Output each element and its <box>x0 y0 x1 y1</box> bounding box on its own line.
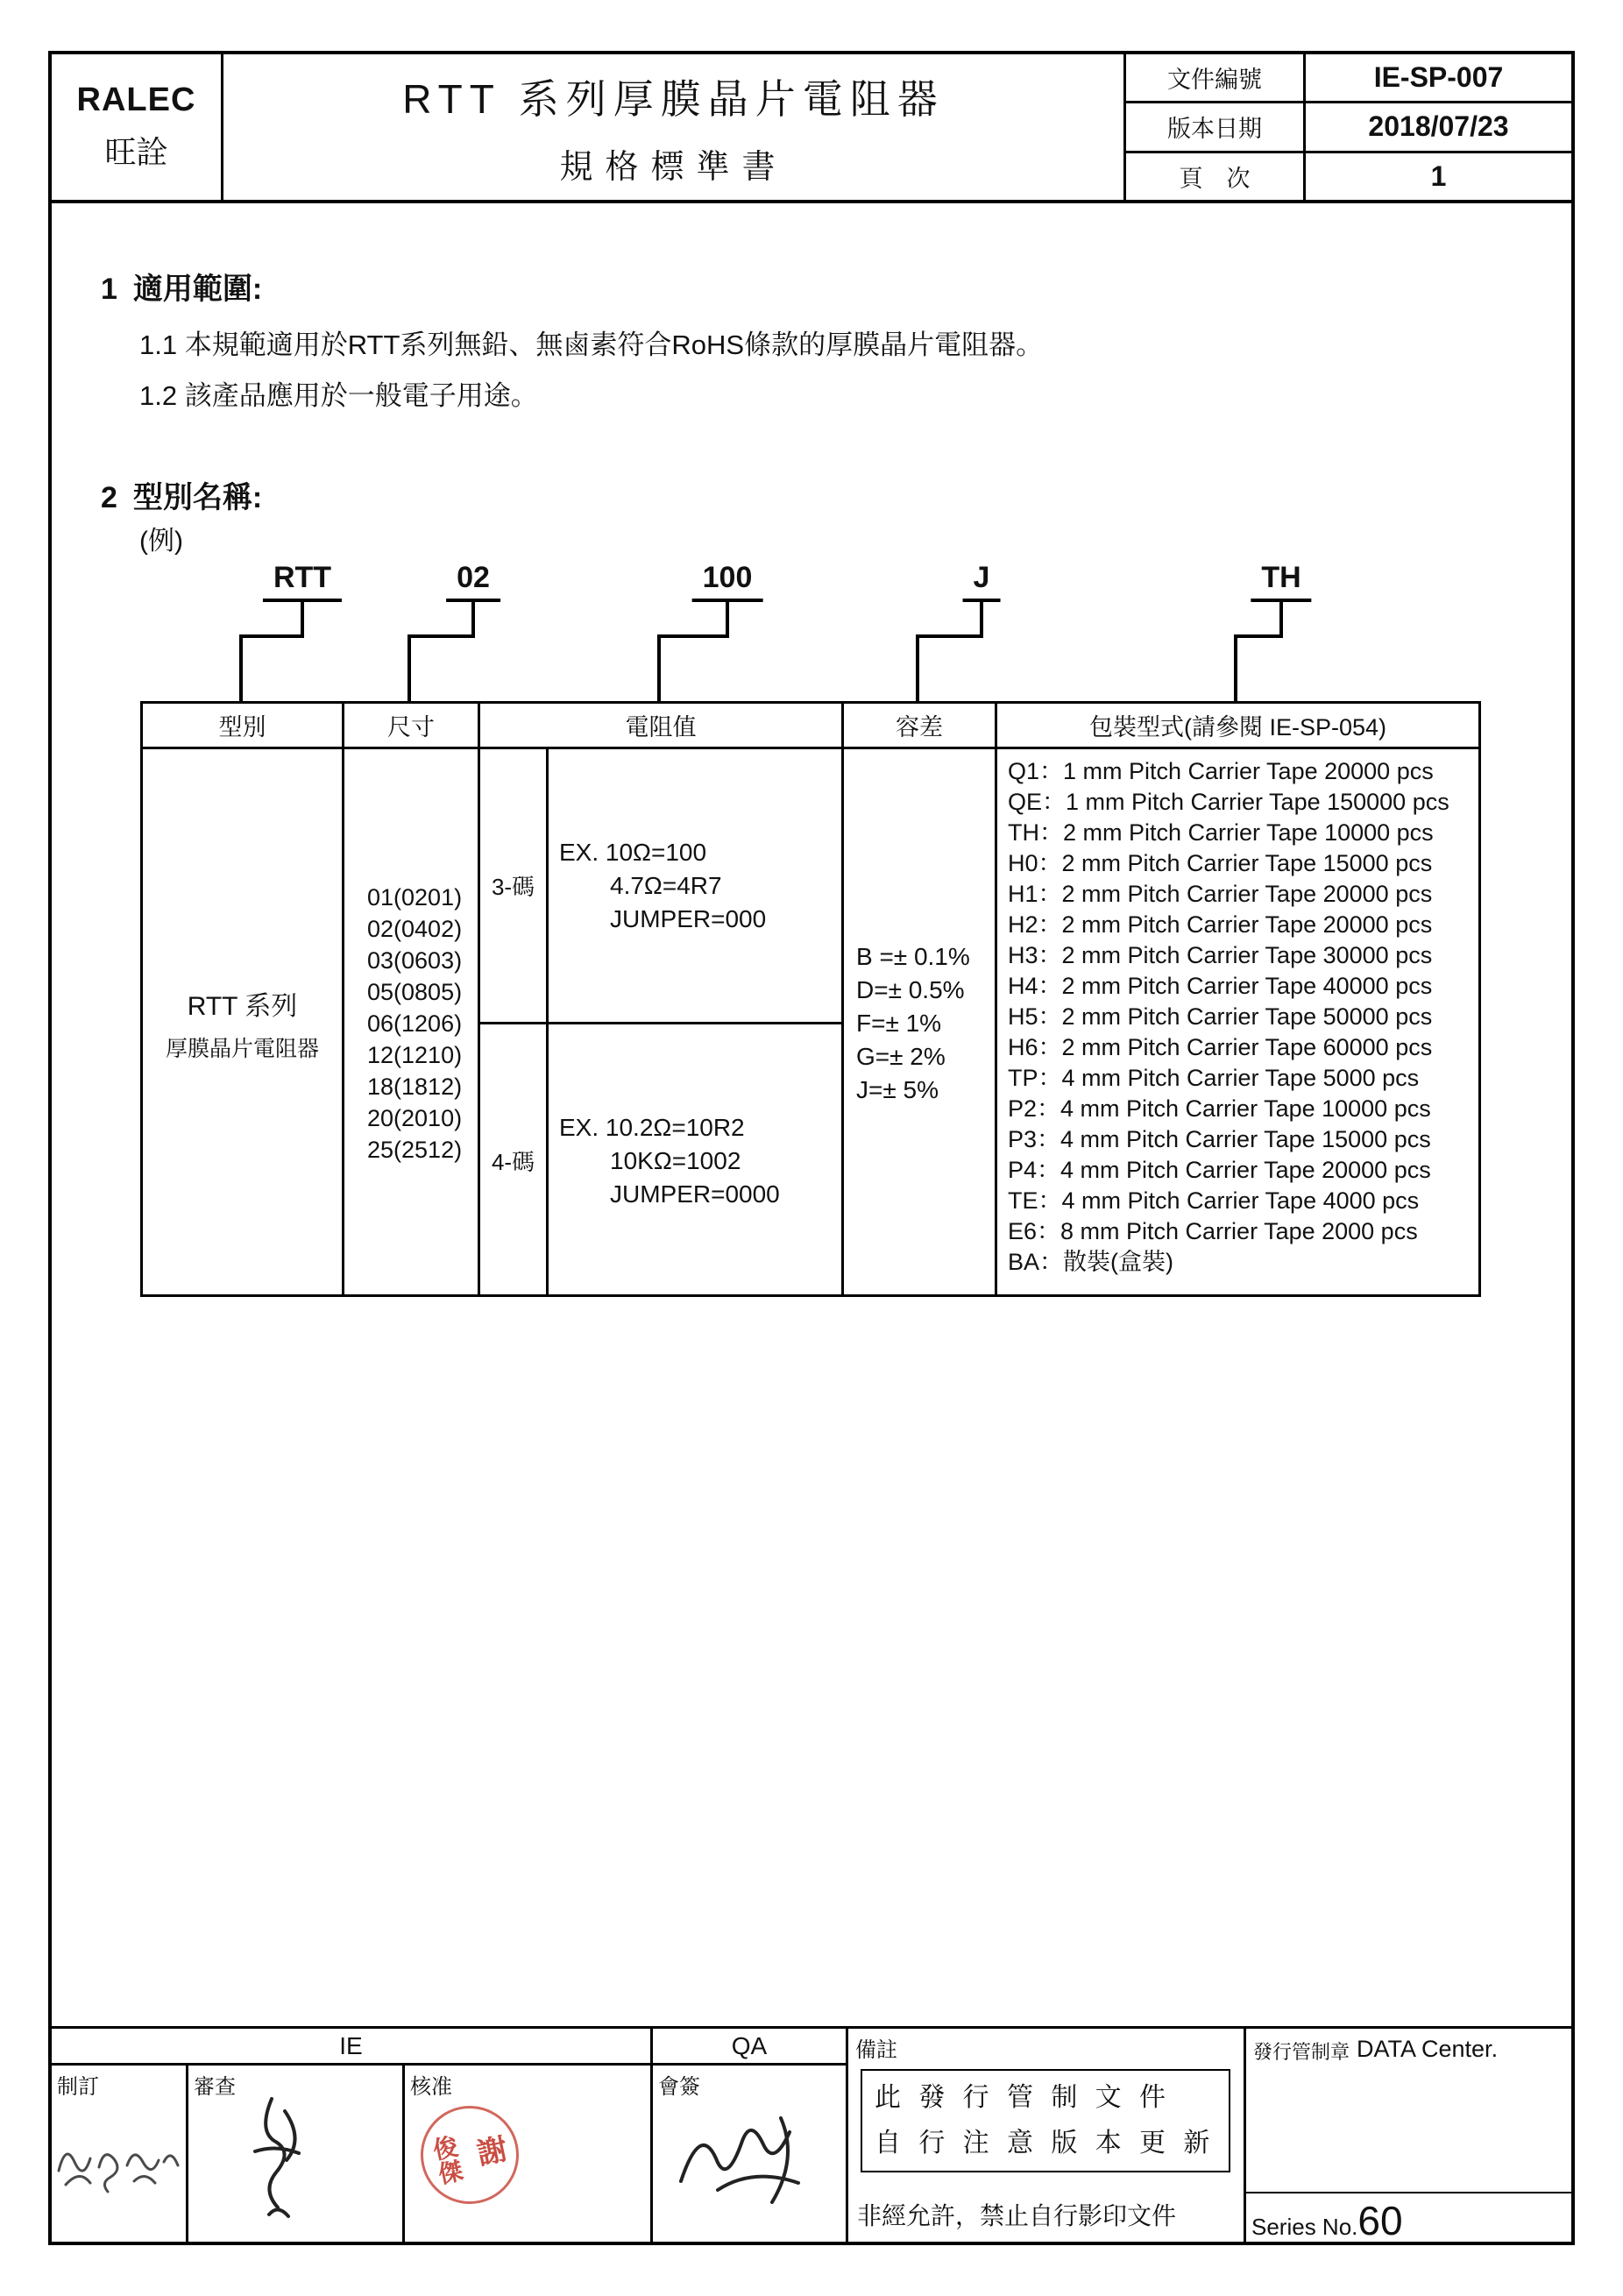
type-cell <box>143 749 344 1297</box>
model-example-resistance: 100 <box>692 561 763 602</box>
model-example-series: RTT <box>263 561 342 602</box>
model-naming-table <box>140 701 1481 1297</box>
type-series: RTT 系列 <box>187 991 298 1021</box>
control-notice-line2: 自 行 注 意 版 本 更 新 <box>875 2129 1215 2158</box>
section1-number: 1 <box>101 273 117 306</box>
model-example-tolerance: J <box>963 561 1001 602</box>
reviewed-by-cell <box>188 2066 405 2244</box>
resistance-example-line: 4.7Ω=4R7 <box>610 871 722 899</box>
packaging-option: BA：散裝(盒裝) <box>1008 1249 1173 1275</box>
page-number-value: 1 <box>1430 159 1447 192</box>
company-name-chinese: 旺詮 <box>104 134 168 170</box>
size-option: 25(2512) <box>367 1136 463 1163</box>
version-date-value: 2018/07/23 <box>1368 110 1509 143</box>
tolerance-option: F=± 1% <box>856 1009 942 1037</box>
approved-by-label: 核准 <box>410 2075 452 2099</box>
issue-control-stamp-label: 發行管制章 <box>1253 2041 1350 2063</box>
ie-department-cell: IE <box>52 2029 653 2066</box>
version-date-label: 版本日期 <box>1126 103 1306 150</box>
document-info-table <box>1126 54 1571 200</box>
drafted-by-signature <box>53 2116 185 2213</box>
version-date-row <box>1126 103 1571 152</box>
table-body-row <box>143 749 1478 1297</box>
type-description: 厚膜晶片電阻器 <box>165 1036 319 1061</box>
packaging-option: H3：2 mm Pitch Carrier Tape 30000 pcs <box>1008 942 1433 968</box>
size-option: 18(1812) <box>367 1073 463 1100</box>
company-block <box>52 54 223 200</box>
resistance-4digit-row <box>480 1024 841 1297</box>
packaging-option: H1：2 mm Pitch Carrier Tape 20000 pcs <box>1008 881 1433 907</box>
size-option: 02(0402) <box>367 915 463 942</box>
model-breakdown-connector-lines <box>52 599 1571 701</box>
packaging-option: H4：2 mm Pitch Carrier Tape 40000 pcs <box>1008 973 1433 999</box>
table-header-resistance: 電阻值 <box>480 704 844 747</box>
document-frame <box>48 51 1575 2245</box>
size-option: 20(2010) <box>367 1104 463 1131</box>
doc-number-row <box>1126 54 1571 103</box>
page-number-label: 頁 次 <box>1126 153 1306 200</box>
remarks-cell <box>848 2029 1246 2244</box>
section2-title: 型別名稱: <box>132 481 263 514</box>
size-option: 01(0201) <box>367 883 463 911</box>
issue-control-value: DATA Center. <box>1357 2036 1499 2062</box>
packaging-option: P2：4 mm Pitch Carrier Tape 10000 pcs <box>1008 1095 1431 1122</box>
resistance-4digit-code: 4-碼 <box>480 1024 549 1297</box>
approval-footer <box>52 2026 1571 2242</box>
control-notice-box <box>861 2069 1230 2172</box>
packaging-option: E6：8 mm Pitch Carrier Tape 2000 pcs <box>1008 1218 1418 1244</box>
countersigned-label: 會簽 <box>658 2075 700 2099</box>
packaging-option: H5：2 mm Pitch Carrier Tape 50000 pcs <box>1008 1003 1433 1030</box>
size-option: 05(0805) <box>367 978 463 1005</box>
packaging-cell <box>997 749 1478 1297</box>
drafted-by-cell <box>52 2066 188 2244</box>
document-title-block <box>223 54 1126 200</box>
packaging-option: H0：2 mm Pitch Carrier Tape 15000 pcs <box>1008 850 1433 876</box>
packaging-option: TH：2 mm Pitch Carrier Tape 10000 pcs <box>1008 819 1434 846</box>
approval-stamp <box>412 2097 528 2214</box>
model-example-size: 02 <box>446 561 500 602</box>
size-cell <box>344 749 480 1297</box>
doc-number-label: 文件編號 <box>1126 54 1306 101</box>
packaging-option: TE：4 mm Pitch Carrier Tape 4000 pcs <box>1008 1187 1420 1214</box>
document-title: RTT 系列厚膜晶片電阻器 <box>402 75 945 122</box>
section1-heading <box>101 265 262 308</box>
packaging-option: TP：4 mm Pitch Carrier Tape 5000 pcs <box>1008 1065 1420 1091</box>
stamp-surname-char: 謝 <box>469 2132 509 2169</box>
series-number-value: 60 <box>1357 2198 1403 2243</box>
resistance-example-line: JUMPER=0000 <box>610 1180 780 1208</box>
table-header-tolerance: 容差 <box>844 704 997 747</box>
scope-item-2: 1.2 該產品應用於一般電子用途。 <box>139 380 538 411</box>
countersigned-cell <box>653 2066 848 2244</box>
resistance-3digit-examples <box>549 749 841 1022</box>
countersigned-signature <box>665 2104 836 2222</box>
tolerance-option: D=± 0.5% <box>856 975 965 1003</box>
scope-item-1: 1.1 本規範適用於RTT系列無鉛、無鹵素符合RoHS條款的厚膜晶片電阻器。 <box>139 330 1044 360</box>
resistance-example-line: JUMPER=000 <box>610 904 767 932</box>
page-number-row <box>1126 153 1571 200</box>
packaging-option: H6：2 mm Pitch Carrier Tape 60000 pcs <box>1008 1034 1433 1060</box>
control-notice-line1: 此 發 行 管 制 文 件 <box>875 2083 1172 2112</box>
resistance-example-line: EX. 10.2Ω=10R2 <box>559 1113 745 1141</box>
doc-number-value: IE-SP-007 <box>1373 61 1504 94</box>
stamp-name-chars: 俊傑 <box>428 2133 465 2187</box>
size-option: 12(1210) <box>367 1041 463 1068</box>
reviewed-by-label: 審查 <box>194 2075 236 2099</box>
packaging-option: QE：1 mm Pitch Carrier Tape 150000 pcs <box>1008 789 1449 815</box>
approved-by-cell <box>405 2066 653 2244</box>
drafted-by-label: 制訂 <box>57 2075 99 2099</box>
packaging-option: Q1：1 mm Pitch Carrier Tape 20000 pcs <box>1008 758 1434 784</box>
packaging-option: P3：4 mm Pitch Carrier Tape 15000 pcs <box>1008 1126 1431 1152</box>
company-logo-text: RALEC <box>76 81 196 118</box>
resistance-3digit-row <box>480 749 841 1024</box>
tolerance-option: G=± 2% <box>856 1042 946 1070</box>
resistance-4digit-examples <box>549 1024 841 1297</box>
reviewed-by-signature <box>223 2092 329 2232</box>
resistance-3digit-code: 3-碼 <box>480 749 549 1022</box>
example-label: (例) <box>139 527 183 556</box>
document-subtitle: 規格標準書 <box>559 148 788 186</box>
tolerance-option: B =± 0.1% <box>856 942 970 970</box>
table-header-packaging: 包裝型式(請參閱 IE-SP-054) <box>1088 714 1387 741</box>
table-header-row <box>143 704 1478 749</box>
document-header <box>52 54 1571 203</box>
qa-department-cell: QA <box>653 2029 848 2066</box>
resistance-example-line: EX. 10Ω=100 <box>559 838 707 866</box>
tolerance-option: J=± 5% <box>856 1075 939 1103</box>
size-option: 06(1206) <box>367 1010 463 1037</box>
size-option: 03(0603) <box>367 946 463 974</box>
remarks-label: 備註 <box>855 2038 897 2062</box>
section1-title: 適用範圍: <box>132 273 263 306</box>
copy-prohibition-note: 非經允許，禁止自行影印文件 <box>857 2202 1177 2229</box>
table-header-size: 尺寸 <box>344 704 480 747</box>
section2-number: 2 <box>101 481 117 514</box>
packaging-option: H2：2 mm Pitch Carrier Tape 20000 pcs <box>1008 911 1433 938</box>
series-divider-line <box>1246 2192 1571 2193</box>
series-number-label: Series No. <box>1251 2214 1358 2240</box>
series-number-row <box>1251 2197 1403 2244</box>
resistance-example-line: 10KΩ=1002 <box>610 1146 741 1174</box>
model-example-packaging: TH <box>1251 561 1311 602</box>
table-header-type: 型別 <box>143 704 344 747</box>
resistance-cell <box>480 749 844 1297</box>
issue-control-cell <box>1246 2029 1571 2244</box>
packaging-option: P4：4 mm Pitch Carrier Tape 20000 pcs <box>1008 1157 1431 1183</box>
tolerance-cell <box>844 749 997 1297</box>
section2-heading <box>101 473 262 516</box>
